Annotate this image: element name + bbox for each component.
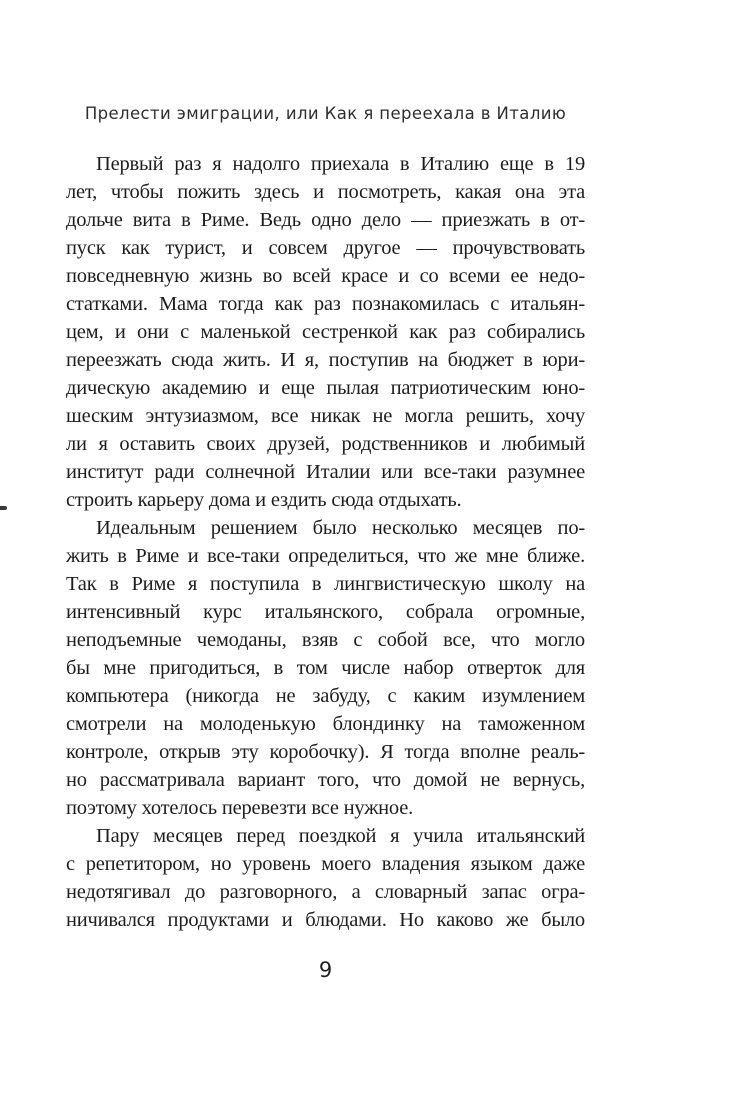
text-line: Так в Риме я поступила в лингвистическую школу на [66,573,585,595]
text-line: статками. Мама тогда как раз познакомилась с итальян- [66,293,585,315]
text-line: интенсивный курс итальянского, собрала огромные, [66,601,585,623]
text-line: контроле, открыв эту коробочку). Я тогда вполне реаль- [66,741,585,763]
text-line: поэтому хотелось перевезти все нужное. [66,797,414,819]
text-line: с репетитором, но уровень моего владения языком даже [66,853,585,875]
text-line: цем, и они с маленькой сестренкой как раз собирались [66,321,585,343]
text-line: пуск как турист, и совсем другое — прочувствовать [66,237,585,259]
text-line: лет, чтобы пожить здесь и посмотреть, какая она эта [66,181,585,203]
running-head: Прелести эмиграции, или Как я переехала в Италию [84,104,567,123]
text-line: строить карьеру дома и ездить сюда отдыхать. [66,489,462,511]
paragraph [66,822,585,934]
text-line: недотягивал до разговорного, а словарный запас огра- [66,881,585,903]
text-line: Идеальным решением было несколько месяцев по- [96,517,585,539]
scan-artifact [0,506,7,510]
text-line: Пару месяцев перед поездкой я учила итальянский [96,825,585,847]
text-line: повседневную жизнь во всей красе и со всеми ее недо- [66,265,585,287]
paragraph [66,150,585,514]
body-text [66,150,585,934]
text-line: дическую академию и еще пылая патриотическим юно- [66,377,585,399]
text-line: но рассматривала вариант того, что домой не вернусь, [66,769,585,791]
text-line: неподъемные чемоданы, взяв с собой все, что могло [66,629,585,651]
text-line: смотрели на молоденькую блондинку на таможенном [66,713,585,735]
paragraph [66,514,585,822]
text-line: ли я оставить своих друзей, родственников и любимый [66,433,585,455]
text-line: шеским энтузиазмом, все никак не могла решить, хочу [66,405,585,427]
text-line: Первый раз я надолго приехала в Италию еще в 19 [96,153,585,175]
text-line: компьютера (никогда не забуду, с каким изумлением [66,685,585,707]
text-line: переезжать сюда жить. И я, поступив на бюджет в юри- [66,349,585,371]
text-line: дольче вита в Риме. Ведь одно дело — приезжать в от- [66,209,585,231]
text-line: жить в Риме и все-таки определиться, что же мне ближе. [66,545,585,567]
text-line: бы мне пригодиться, в том числе набор отверток для [66,657,585,679]
page-number: 9 [318,958,333,982]
text-line: ничивался продуктами и блюдами. Но каково же было [66,909,585,931]
text-line: институт ради солнечной Италии или все-таки разумнее [66,461,585,483]
